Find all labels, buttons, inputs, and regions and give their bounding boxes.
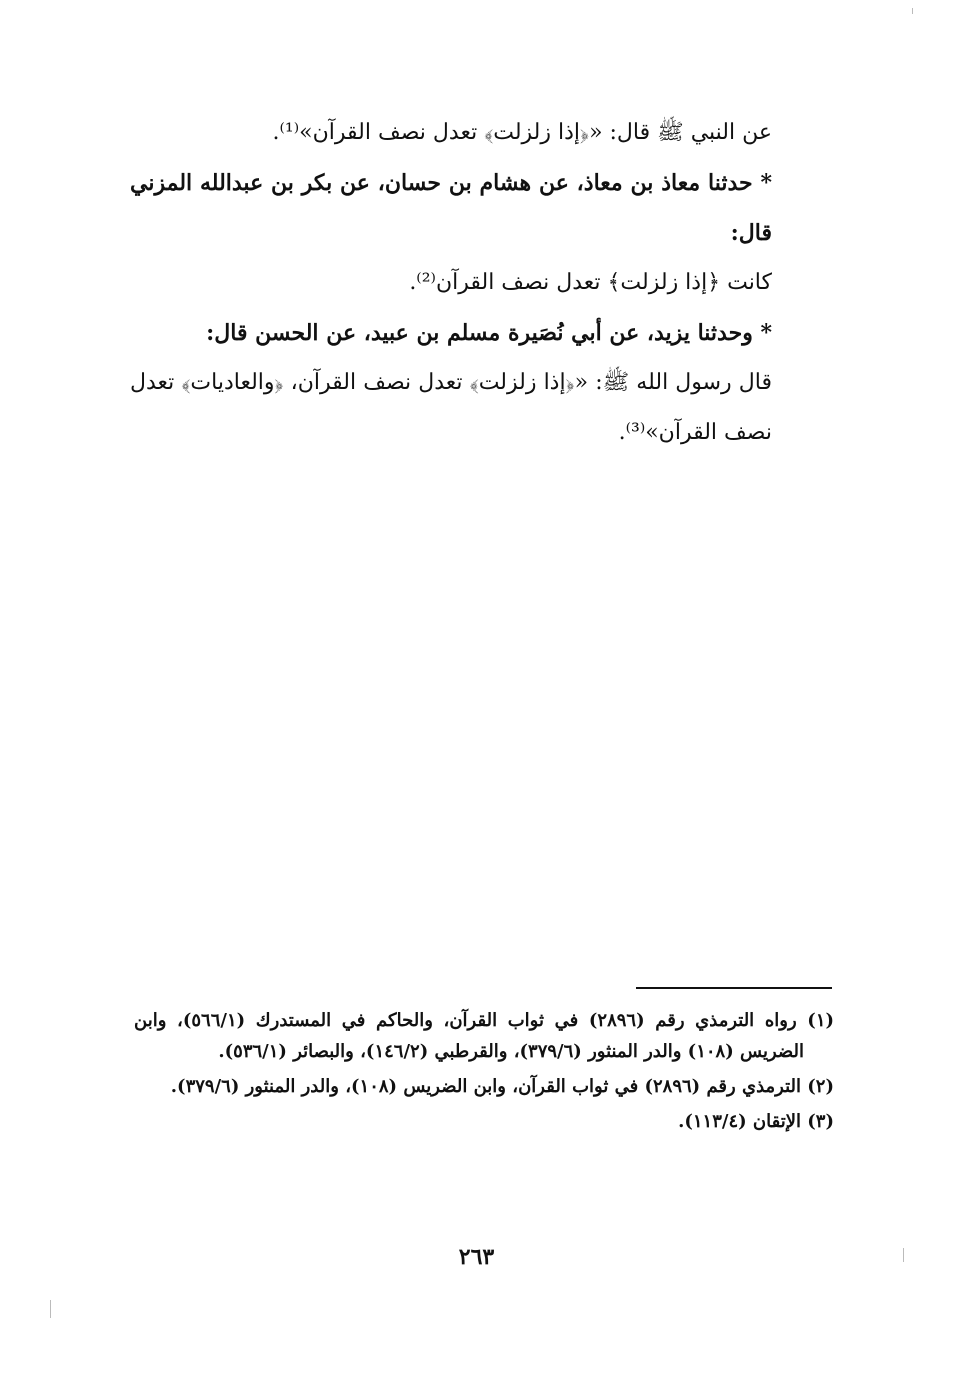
- footnotes: [134, 1005, 834, 1141]
- main-text: [130, 108, 830, 458]
- paragraph-isnad-1: * حدثنا معاذ بن معاذ، عن هشام بن حسان، عن بكر بن عبدالله المزني قال:: [130, 170, 772, 246]
- scan-mark-bottom-left: [50, 1300, 51, 1318]
- scan-mark-top-right: [912, 8, 913, 14]
- paragraph-hadith-2: كانت ﴿إذا زلزلت﴾ تعدل نصف القرآن⁽²⁾.: [409, 270, 772, 295]
- footnote-separator: [636, 987, 832, 989]
- paragraph-hadith-3: قال رسول الله ﷺ: «﴿إذا زلزلت﴾ تعدل نصف القرآن، ﴿والعاديات﴾ تعدل نصف القرآن»⁽³⁾.: [130, 370, 772, 445]
- footnote-3: (٣) الإتقان (١١٣/٤).: [678, 1111, 834, 1132]
- page-number: ٢٦٣: [458, 1244, 495, 1270]
- paragraph-isnad-2: * وحدثنا يزيد، عن أبي نُصَيرة مسلم بن عبيد، عن الحسن قال:: [206, 320, 772, 346]
- footnote-1: (١) رواه الترمذي رقم (٢٨٩٦) في ثواب القرآن، والحاكم في المستدرك (٥٦٦/١)، وابن الضريس (١٠٨) والدر المنثور (٣٧٩/٦)، والقرطبي (١٤٦/٢)، والبصائر (٥٣٦/١).: [134, 1010, 835, 1062]
- paragraph-hadith-1: عن النبي ﷺ قال: «﴿إذا زلزلت﴾ تعدل نصف القرآن»⁽¹⁾.: [272, 120, 772, 145]
- footnote-2: (٢) الترمذي رقم (٢٨٩٦) في ثواب القرآن، وابن الضريس (١٠٨)، والدر المنثور (٣٧٩/٦).: [170, 1076, 834, 1097]
